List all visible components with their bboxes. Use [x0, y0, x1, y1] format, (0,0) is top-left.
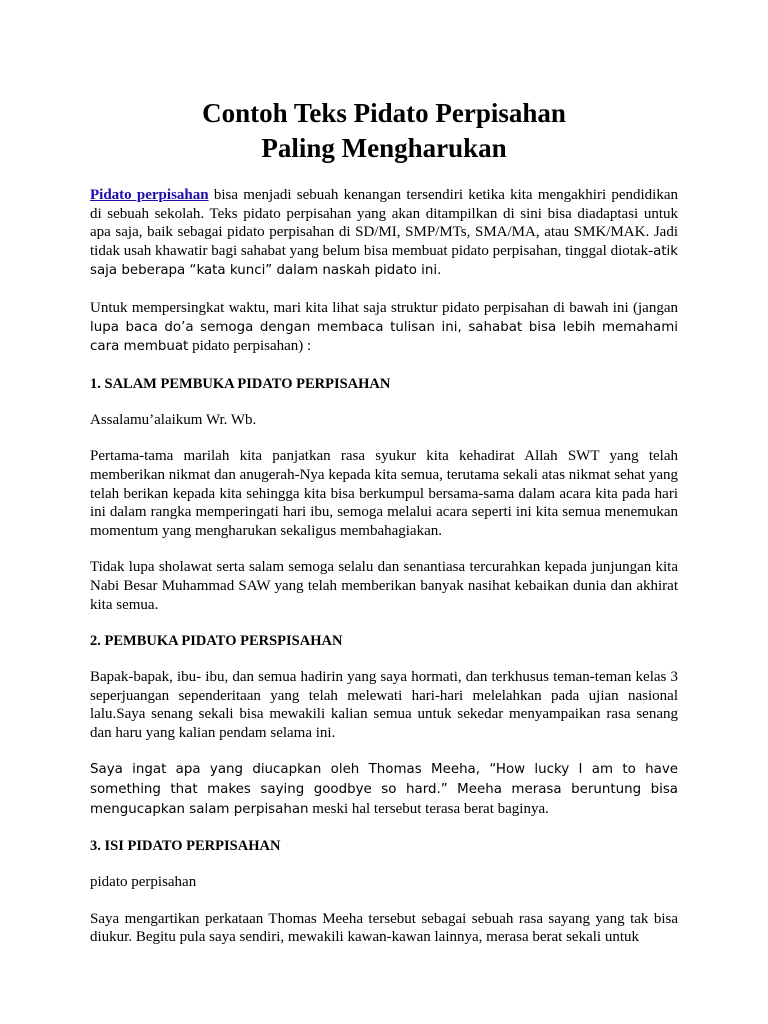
quote-text-end: meski hal tersebut terasa berat baginya. — [308, 800, 549, 817]
pidato-perpisahan-link[interactable]: Pidato perpisahan — [90, 187, 209, 203]
salam-text: Assalamu’alaikum Wr. Wb. — [90, 411, 257, 428]
page-title — [90, 96, 678, 166]
title-line-2: Paling Mengharukan — [261, 133, 507, 163]
section-heading-isi: 3. ISI PIDATO PERPISAHAN — [90, 838, 281, 855]
structure-paragraph — [90, 299, 678, 357]
structure-text-a: Untuk mempersingkat waktu, mari kita lihat saja struktur pidato perpisahan di bawah ini (jangan — [90, 299, 678, 316]
section-heading-pembuka: 2. PEMBUKA PIDATO PERSPISAHAN — [90, 633, 343, 650]
sholawat-paragraph: Tidak lupa sholawat serta salam semoga selalu dan senantiasa tercurahkan kepada junjungan kita Nabi Besar Muhammad SAW yang telah memberikan banyak nasihat kebaikan dunia dan akhirat kita semua. — [90, 559, 678, 613]
section-heading-salam-pembuka: 1. SALAM PEMBUKA PIDATO PERPISAHAN — [90, 375, 391, 392]
hadirin-paragraph: Bapak-bapak, ibu- ibu, dan semua hadirin yang saya hormati, dan terkhusus teman-teman kelas 3 seperjuangan sependeritaan yang telah melewati hari-hari melelahkan pada ujian nasional lalu.Saya senang sekali bisa mewakili kalian semua untuk sekedar menyampaikan rasa senang dan haru yang kalian pendam selama ini. — [90, 669, 678, 741]
structure-text-b: lupa baca do’a semoga dengan membaca tulisan ini, sahabat bisa lebih memahami cara membuat — [90, 319, 678, 355]
intro-paragraph — [90, 186, 678, 281]
isi-paragraph: Saya mengartikan perkataan Thomas Meeha tersebut sebagai sebuah rasa sayang yang tak bisa diukur. Begitu pula saya sendiri, mewakili kawan-kawan lainnya, merasa berat sekali untuk — [90, 910, 678, 946]
structure-text-c: pidato perpisahan) : — [188, 338, 312, 355]
isi-label: pidato perpisahan — [90, 874, 197, 891]
intro-text: bisa menjadi sebuah kenangan tersendiri ketika kita mengakhiri pendidikan di sebuah sekolah. Teks pidato perpisahan yang akan ditampilkan di sini bisa diadaptasi untuk apa saja, baik sebagai pidato perpisahan di SD/MI, SMP/MTs, SMA/MA, atau SMK/MAK. Jadi tidak usah khawatir bagi sahabat yang belum bisa membuat pidato perpisahan, tinggal diotak- — [90, 187, 679, 259]
syukur-paragraph: Pertama-tama marilah kita panjatkan rasa syukur kita kehadirat Allah SWT yang telah memberikan nikmat dan anugerah-Nya kepada kita semua, terutama sekali atas nikmat sehat yang telah berikan kepada kita sehingga kita bisa berkumpul bersama-sama dalam acara kita pada hari ini dalam rangka memperingati hari ibu, semoga melalui acara seperti ini kita semua menemukan momentum yang mengharukan sekaligus membahagiakan. — [90, 448, 678, 539]
title-line-1: Contoh Teks Pidato Perpisahan — [202, 98, 566, 128]
thomas-meeha-paragraph — [90, 760, 678, 819]
document-page — [90, 96, 678, 965]
intro-text-end: atik saja beberapa “kata kunci” dalam naskah pidato ini. — [90, 243, 678, 279]
quote-text: Saya ingat apa yang diucapkan oleh Thomas Meeha, “How lucky I am to have something that makes saying goodbye so hard.” Meeha merasa beruntung bisa mengucapkan salam perpisahan — [90, 762, 678, 817]
